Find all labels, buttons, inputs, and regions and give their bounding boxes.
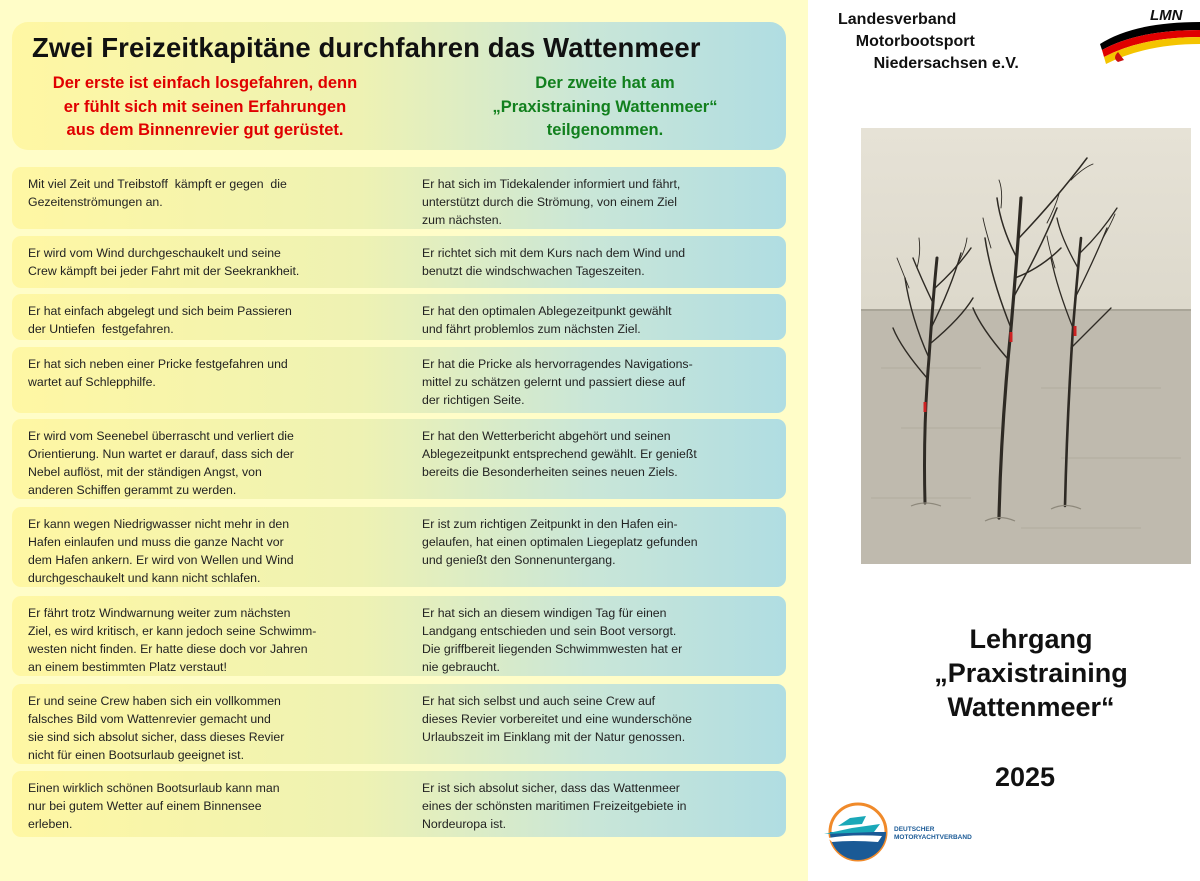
lmn-logo-text: LMN	[1150, 7, 1183, 24]
comparison-row	[12, 507, 786, 587]
second-captain-subtitle: Der zweite hat am „Praxistraining Wattenmeer“ teilgenommen.	[492, 74, 718, 139]
wattenmeer-photo	[861, 128, 1191, 564]
first-captain-text: Er hat sich neben einer Pricke festgefahren und wartet auf Schlepphilfe.	[28, 357, 288, 389]
comparison-row	[12, 236, 786, 288]
first-captain-text: Mit viel Zeit und Treibstoff kämpft er gegen die Gezeitenströmungen an.	[28, 177, 287, 209]
first-captain-text: Einen wirklich schönen Bootsurlaub kann man nur bei gutem Wetter auf einem Binnensee erleben.	[28, 781, 280, 831]
first-captain-subtitle: Der erste ist einfach losgefahren, denn er fühlt sich mit seinen Erfahrungen aus dem Binnenrevier gut gerüstet.	[52, 74, 358, 139]
lmn-logo	[1094, 4, 1200, 76]
first-captain-text: Er und seine Crew haben sich ein vollkommen falsches Bild vom Wattenrevier gemacht und sie sind sich absolut sicher, dass dieses Revier nicht für einen Bootsurlaub geeignet ist.	[28, 694, 285, 762]
second-captain-text: Er hat den optimalen Ablegezeitpunkt gewählt und fährt problemlos zum nächsten Ziel.	[422, 304, 672, 336]
comparison-row	[12, 347, 786, 413]
header-box	[12, 22, 786, 150]
second-captain-text: Er richtet sich mit dem Kurs nach dem Wind und benutzt die windschwachen Tageszeiten.	[422, 246, 686, 278]
second-captain-text: Er hat sich selbst und auch seine Crew auf dieses Revier vorbereitet und eine wunderschöne Urlaubszeit im Einklang mit der Natur genossen.	[422, 694, 693, 744]
first-captain-text: Er wird vom Seenebel überrascht und verliert die Orientierung. Nun wartet er darauf, dass sich der Nebel auflöst, mit der ständigen Angst, von anderen Schiffen gerammt zu werden.	[28, 429, 294, 497]
comparison-row	[12, 684, 786, 764]
course-year: 2025	[994, 762, 1056, 792]
organization-name: Landesverband Motorbootsport Niedersachsen e.V.	[838, 11, 1019, 72]
comparison-row	[12, 167, 786, 229]
second-captain-text: Er ist zum richtigen Zeitpunkt in den Hafen ein- gelaufen, hat einen optimalen Liegeplatz gefunden und genießt den Sonnenuntergang.	[422, 517, 698, 567]
second-captain-text: Er hat die Pricke als hervorragendes Navigations- mittel zu schätzen gelernt und passiert diese auf der richtigen Seite.	[422, 357, 693, 407]
first-captain-text: Er kann wegen Niedrigwasser nicht mehr in den Hafen einlaufen und muss die ganze Nacht vor dem Hafen ankern. Er wird von Wellen und Wind durchgeschaukelt und kann nicht schlafen.	[28, 517, 294, 585]
second-captain-text: Er hat sich an diesem windigen Tag für einen Landgang entschieden und sein Boot versorgt. Die griffbereit liegenden Schwimmwesten hat er nie gebraucht.	[422, 606, 683, 674]
second-captain-text: Er hat sich im Tidekalender informiert und fährt, unterstützt durch die Strömung, von einem Ziel zum nächsten.	[422, 177, 681, 227]
course-title: Lehrgang „Praxistraining Wattenmeer“	[934, 624, 1128, 722]
second-captain-text: Er hat den Wetterbericht abgehört und seinen Ablegezeitpunkt entsprechend gewählt. Er genießt bereits die Besonderheiten seines neuen Ziels.	[422, 429, 697, 479]
first-captain-text: Er fährt trotz Windwarnung weiter zum nächsten Ziel, es wird kritisch, er kann jedoch seine Schwimm- westen nicht finden. Er hatte diese doch vor Jahren an einem bestimmten Platz verstaut!	[28, 606, 317, 674]
comparison-row	[12, 419, 786, 499]
page-title: Zwei Freizeitkapitäne durchfahren das Wattenmeer	[32, 32, 701, 63]
comparison-row	[12, 596, 786, 676]
second-captain-text: Er ist sich absolut sicher, dass das Wattenmeer eines der schönsten maritimen Freizeitgebiete in Nordeuropa ist.	[422, 781, 687, 831]
first-captain-text: Er wird vom Wind durchgeschaukelt und seine Crew kämpft bei jeder Fahrt mit der Seekrankheit.	[28, 246, 300, 278]
dmyv-logo	[822, 802, 890, 862]
comparison-row	[12, 771, 786, 837]
dmyv-logo-text: DEUTSCHER MOTORYACHTVERBAND	[894, 826, 972, 841]
comparison-row	[12, 294, 786, 340]
first-captain-text: Er hat einfach abgelegt und sich beim Passieren der Untiefen festgefahren.	[28, 304, 292, 336]
